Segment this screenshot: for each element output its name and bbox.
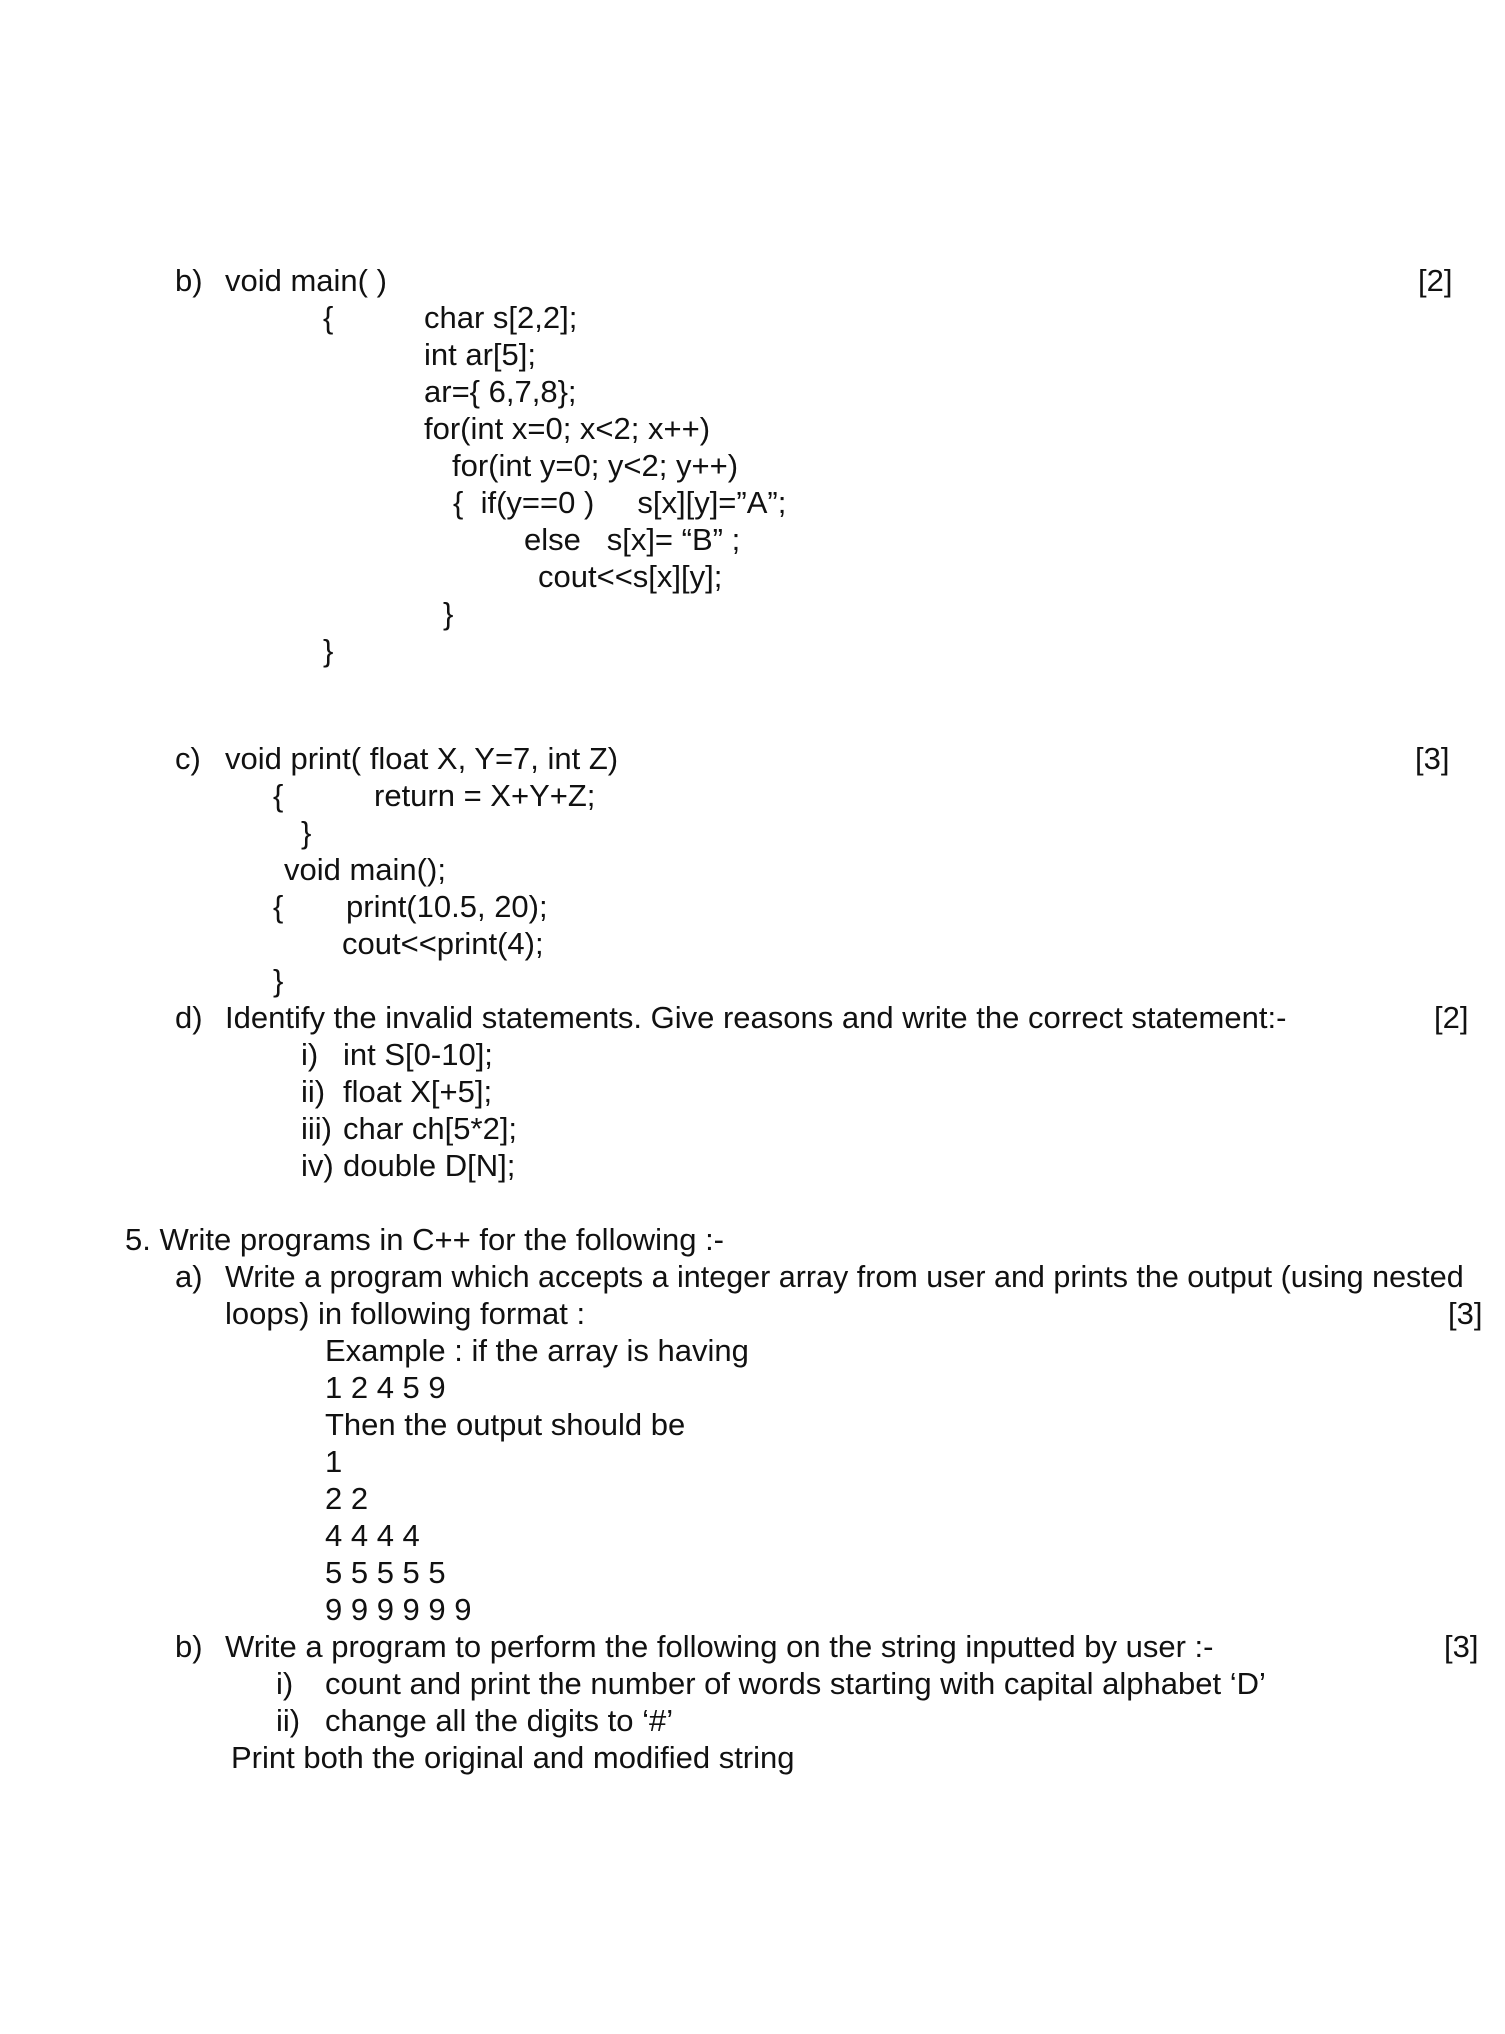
code-line: return = X+Y+Z; [374,778,596,813]
example-line: 5 5 5 5 5 [325,1555,446,1590]
code-line: } [273,963,284,998]
example-line: Example : if the array is having [325,1333,749,1368]
example-line: 9 9 9 9 9 9 [325,1592,472,1627]
code-line: void print( float X, Y=7, int Z) [225,741,619,776]
list-item-code: float X[+5]; [343,1074,493,1109]
example-line: 1 [325,1444,343,1479]
list-item-code: int S[0-10]; [343,1037,493,1072]
list-item-num: iii) [301,1111,332,1146]
code-line: cout<<print(4); [342,926,544,961]
list-item-num: ii) [301,1074,326,1109]
question-5a-text: loops) in following format : [225,1296,586,1331]
example-line: Then the output should be [325,1407,686,1442]
code-line: { if(y==0 ) s[x][y]=”A”; [453,485,787,520]
list-item-text: change all the digits to ‘#’ [325,1703,674,1738]
question-d-text: Identify the invalid statements. Give reasons and write the correct statement:- [225,1000,1287,1035]
list-item-num: i) [301,1037,319,1072]
question-d-label: d) [175,1000,203,1035]
code-line: char s[2,2]; [424,300,578,335]
list-item-num: iv) [301,1148,334,1183]
code-line: } [301,815,312,850]
code-line: for(int y=0; y<2; y++) [452,448,739,483]
list-item-code: double D[N]; [343,1148,516,1183]
question-5b-text: Write a program to perform the following on the string inputted by user :- [225,1629,1214,1664]
example-line: 4 4 4 4 [325,1518,420,1553]
code-line: } [443,596,454,631]
code-line: else s[x]= “B” ; [524,522,741,557]
list-item-num: i) [276,1666,294,1701]
code-line: void main(); [284,852,446,887]
code-line: ar={ 6,7,8}; [424,374,577,409]
code-line: } [323,633,334,668]
question-b-marks: [2] [1418,263,1453,298]
list-item-num: ii) [276,1703,301,1738]
code-line: { [273,778,284,813]
code-line: for(int x=0; x<2; x++) [424,411,711,446]
question-5b-label: b) [175,1629,203,1664]
code-line: cout<<s[x][y]; [538,559,723,594]
list-item-code: char ch[5*2]; [343,1111,518,1146]
code-line: void main( ) [225,263,387,298]
code-line: { [273,889,284,924]
question-c-label: c) [175,741,201,776]
question-b-label: b) [175,263,203,298]
example-line: 1 2 4 5 9 [325,1370,446,1405]
question-5b-marks: [3] [1444,1629,1479,1664]
list-item-text: count and print the number of words starting with capital alphabet ‘D’ [325,1666,1266,1701]
code-line: int ar[5]; [424,337,536,372]
question-5a-label: a) [175,1259,203,1294]
question-5a-text: Write a program which accepts a integer array from user and prints the output (using nested [225,1260,1464,1294]
question-5b-footer: Print both the original and modified string [231,1740,795,1775]
example-line: 2 2 [325,1481,369,1516]
question-5-heading: 5. Write programs in C++ for the following :- [125,1222,725,1257]
question-c-marks: [3] [1415,741,1450,776]
question-d-marks: [2] [1434,1000,1469,1035]
question-5a-marks: [3] [1448,1296,1483,1331]
code-line: print(10.5, 20); [346,889,548,924]
code-line: { [323,300,334,335]
